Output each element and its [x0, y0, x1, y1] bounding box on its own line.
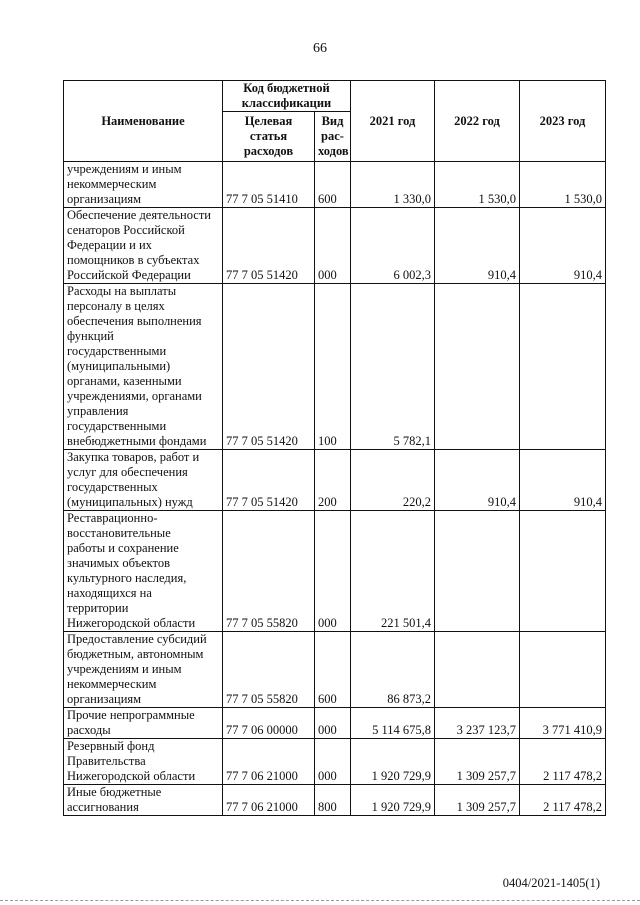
row-kind-code: 600 [315, 632, 351, 708]
row-kind-code: 600 [315, 162, 351, 208]
row-target-code: 77 7 05 51410 [223, 162, 315, 208]
row-value-2022: 910,4 [435, 450, 520, 511]
row-kind-code: 000 [315, 739, 351, 785]
table-row [64, 632, 606, 708]
row-kind-code: 000 [315, 208, 351, 284]
row-value-2023: 910,4 [520, 208, 606, 284]
row-value-2022: 1 309 257,7 [435, 785, 520, 816]
row-value-2022: 3 237 123,7 [435, 708, 520, 739]
header-2023: 2023 год [520, 81, 606, 162]
row-target-code: 77 7 06 21000 [223, 739, 315, 785]
row-target-code: 77 7 05 55820 [223, 511, 315, 632]
header-target: Целевая статья расходов [223, 112, 315, 162]
row-target-code: 77 7 05 51420 [223, 208, 315, 284]
row-value-2021: 1 920 729,9 [351, 739, 435, 785]
header-name: Наименование [64, 81, 223, 162]
row-target-code: 77 7 06 00000 [223, 708, 315, 739]
row-kind-code: 200 [315, 450, 351, 511]
row-value-2023: 910,4 [520, 450, 606, 511]
row-name: Закупка товаров, работ и услуг для обеспечения государственных (муниципальных) нужд [64, 450, 223, 511]
row-kind-code: 000 [315, 511, 351, 632]
row-kind-code: 100 [315, 284, 351, 450]
table-row [64, 450, 606, 511]
page-number: 66 [313, 41, 327, 56]
row-value-2023 [520, 511, 606, 632]
table-row [64, 785, 606, 816]
header-kind: Вид рас-ходов [315, 112, 351, 162]
table-body [64, 162, 606, 816]
row-value-2023: 2 117 478,2 [520, 739, 606, 785]
row-name: Иные бюджетные ассигнования [64, 785, 223, 816]
row-target-code: 77 7 06 21000 [223, 785, 315, 816]
row-target-code: 77 7 05 51420 [223, 284, 315, 450]
row-value-2021: 1 330,0 [351, 162, 435, 208]
header-code-group: Код бюджетной классификации [223, 81, 351, 112]
row-value-2021: 1 920 729,9 [351, 785, 435, 816]
row-value-2021: 86 873,2 [351, 632, 435, 708]
row-value-2023: 3 771 410,9 [520, 708, 606, 739]
table-row [64, 162, 606, 208]
budget-table [63, 80, 606, 816]
row-value-2023 [520, 632, 606, 708]
table-row [64, 208, 606, 284]
row-value-2022: 1 309 257,7 [435, 739, 520, 785]
row-value-2022: 910,4 [435, 208, 520, 284]
header-2021: 2021 год [351, 81, 435, 162]
row-value-2021: 221 501,4 [351, 511, 435, 632]
row-target-code: 77 7 05 51420 [223, 450, 315, 511]
row-kind-code: 000 [315, 708, 351, 739]
header-2022: 2022 год [435, 81, 520, 162]
table-row [64, 708, 606, 739]
row-value-2022 [435, 632, 520, 708]
row-value-2022 [435, 511, 520, 632]
row-value-2022: 1 530,0 [435, 162, 520, 208]
table-row [64, 284, 606, 450]
row-value-2021: 220,2 [351, 450, 435, 511]
row-name: Предоставление субсидий бюджетным, автономным учреждениям и иным некоммерческим организациям [64, 632, 223, 708]
row-name: Резервный фонд Правительства Нижегородской области [64, 739, 223, 785]
row-value-2021: 5 782,1 [351, 284, 435, 450]
row-value-2021: 5 114 675,8 [351, 708, 435, 739]
row-value-2021: 6 002,3 [351, 208, 435, 284]
row-name: Прочие непрограммные расходы [64, 708, 223, 739]
page-bottom-edge [0, 900, 640, 903]
row-value-2022 [435, 284, 520, 450]
row-name: учреждениям и иным некоммерческим организациям [64, 162, 223, 208]
row-value-2023: 2 117 478,2 [520, 785, 606, 816]
row-name: Обеспечение деятельности сенаторов Российской Федерации и их помощников в субъектах Российской Федерации [64, 208, 223, 284]
row-name: Реставрационно- восстановительные работы и сохранение значимых объектов культурного наследия, находящихся на территории Нижегородской области [64, 511, 223, 632]
table-row [64, 511, 606, 632]
row-target-code: 77 7 05 55820 [223, 632, 315, 708]
row-value-2023 [520, 284, 606, 450]
row-name: Расходы на выплаты персоналу в целях обеспечения выполнения функций государственными (муниципальными) органами, казенными учреждениями, органами управления государственными внебюджетными фондами [64, 284, 223, 450]
table-row [64, 739, 606, 785]
row-kind-code: 800 [315, 785, 351, 816]
row-value-2023: 1 530,0 [520, 162, 606, 208]
table-header-row [64, 81, 606, 112]
document-code: 0404/2021-1405(1) [502, 876, 600, 890]
